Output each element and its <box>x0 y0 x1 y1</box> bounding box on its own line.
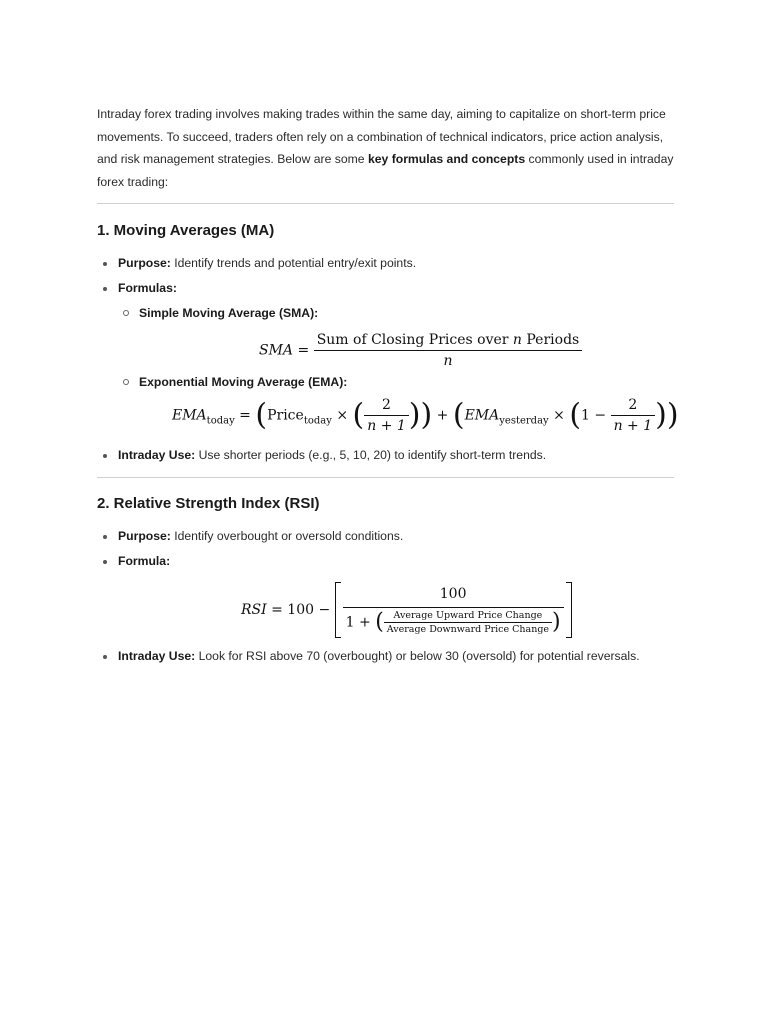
circle-bullet-icon <box>123 310 129 316</box>
intraday-text: Look for RSI above 70 (overbought) or below 30 (oversold) for potential reversals. <box>195 649 640 663</box>
left-paren-icon: ( <box>352 397 365 433</box>
sub-item-ema <box>139 375 347 389</box>
formula-label: Formula: <box>118 554 171 568</box>
rsi-numerator: 100 <box>343 586 564 608</box>
purpose-label: Purpose: <box>118 529 171 543</box>
right-paren-icon: )) <box>408 397 433 433</box>
ema-times-1: × <box>331 407 353 424</box>
intraday-text: Use shorter periods (e.g., 5, 10, 20) to identify short-term trends. <box>195 448 547 462</box>
left-paren-icon: ( <box>255 397 268 433</box>
left-bracket-icon <box>335 582 341 638</box>
ema-frac-2-den: n + 1 <box>613 418 653 434</box>
ema-frac-2-num: 2 <box>611 397 656 416</box>
list-item-purpose-ma <box>118 256 416 270</box>
rsi-one-plus: 1 + <box>345 614 376 630</box>
purpose-text: Identify trends and potential entry/exit points. <box>170 256 417 270</box>
intro-text-2: commonly used in intraday forex trading: <box>97 152 674 189</box>
rsi-inner-fraction <box>384 610 552 635</box>
sma-num-n: n <box>512 332 522 348</box>
rsi-formula <box>241 582 572 638</box>
circle-bullet-icon <box>123 379 129 385</box>
sma-lhs: SMA <box>259 342 294 359</box>
ema-times-2: × <box>548 407 570 424</box>
left-paren-icon: ( <box>452 397 465 433</box>
left-paren-icon: ( <box>569 397 582 433</box>
ema-yesterday-sub: yesterday <box>499 415 549 427</box>
bullet-icon <box>103 655 107 659</box>
ema-fraction-2 <box>611 397 656 434</box>
sma-equals: = <box>293 342 314 359</box>
intro-paragraph <box>97 103 674 193</box>
purpose-label: Purpose: <box>118 256 171 270</box>
list-item-formula-rsi <box>118 554 170 568</box>
ema-plus: + <box>432 407 453 424</box>
divider-1 <box>97 203 674 204</box>
bullet-icon <box>103 560 107 564</box>
ema-price-sub: today <box>303 415 332 427</box>
divider-2 <box>97 477 674 478</box>
bullet-icon <box>103 262 107 266</box>
list-item-intraday-ma <box>118 448 546 462</box>
rsi-denominator <box>343 608 564 635</box>
sma-formula <box>259 332 582 369</box>
left-paren-icon: ( <box>375 609 384 634</box>
intro-bold-text: key formulas and concepts <box>367 152 526 166</box>
ema-label: Exponential Moving Average (EMA): <box>139 375 348 389</box>
formulas-label: Formulas: <box>118 281 177 295</box>
sma-num-text-2: Periods <box>521 332 580 348</box>
ema-fraction-1 <box>364 397 409 434</box>
right-bracket-icon <box>566 582 572 638</box>
list-item-formulas <box>118 281 177 295</box>
right-paren-icon: ) <box>552 609 561 634</box>
sma-numerator <box>314 332 583 351</box>
list-item-purpose-rsi <box>118 529 403 543</box>
ema-yesterday: EMA <box>464 407 500 424</box>
bullet-icon <box>103 454 107 458</box>
sma-fraction <box>314 332 583 369</box>
ema-lhs-sub: today <box>206 415 235 427</box>
rsi-inner-num: Average Upward Price Change <box>384 610 552 623</box>
bullet-icon <box>103 287 107 291</box>
bullet-icon <box>103 535 107 539</box>
ema-price: Price <box>267 407 304 424</box>
list-item-intraday-rsi <box>118 649 640 663</box>
ema-equals: = <box>234 407 256 424</box>
intraday-label: Intraday Use: <box>118 448 196 462</box>
right-paren-icon: )) <box>655 397 679 433</box>
sma-num-text-1: Sum of Closing Prices over <box>316 332 513 348</box>
ema-lhs: EMA <box>172 407 207 424</box>
rsi-lhs: RSI <box>241 602 267 618</box>
rsi-inner-den: Average Downward Price Change <box>386 623 550 635</box>
rsi-equals: = 100 − <box>266 602 335 618</box>
ema-formula <box>172 397 679 434</box>
section-heading-moving-averages: 1. Moving Averages (MA) <box>97 222 275 239</box>
intraday-label: Intraday Use: <box>118 649 196 663</box>
rsi-fraction <box>343 586 564 635</box>
ema-frac-1-den: n + 1 <box>367 418 406 434</box>
sma-label: Simple Moving Average (SMA): <box>139 306 319 320</box>
ema-one-minus: 1 − <box>581 407 611 424</box>
section-heading-rsi: 2. Relative Strength Index (RSI) <box>97 495 320 512</box>
sma-denominator: n <box>443 353 453 369</box>
ema-frac-1-num: 2 <box>364 397 409 416</box>
sub-item-sma <box>139 306 318 320</box>
purpose-text: Identify overbought or oversold conditions. <box>170 529 404 543</box>
intro-text-1: Intraday forex trading involves making trades within the same day, aiming to capitalize on short-term price movements. To succeed, traders often rely on a combination of technical indicators, price action analysis, and risk management strategies. Below are some <box>97 107 666 166</box>
